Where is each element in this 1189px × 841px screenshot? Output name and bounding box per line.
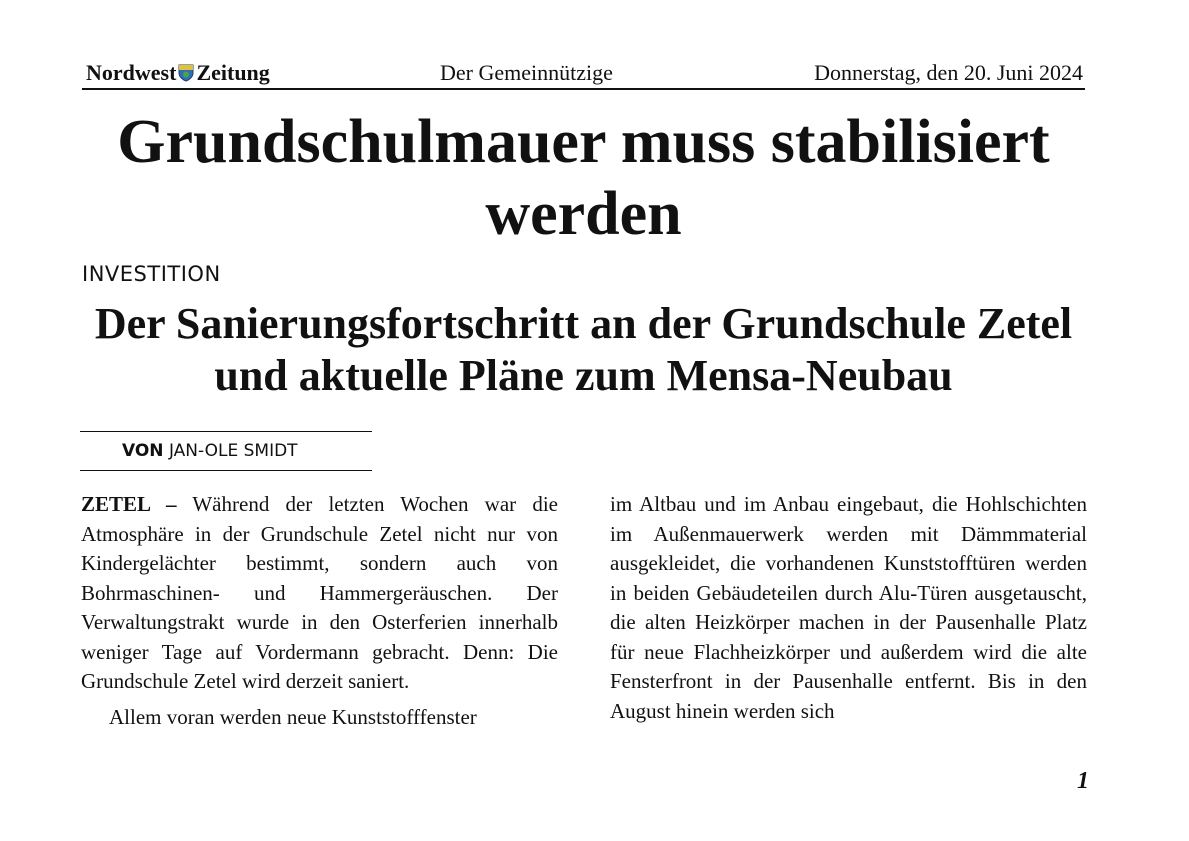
dateline: ZETEL – (81, 492, 177, 516)
coat-of-arms-icon (178, 64, 194, 82)
section-title: Der Gemeinnützige (440, 60, 613, 85)
page-number: 1 (1077, 768, 1089, 794)
kicker: INVESTITION (82, 262, 221, 286)
masthead (82, 58, 1085, 90)
subheadline: Der Sanierungsfortschritt an der Grundschule Zetel und aktuelle Pläne zum Mensa-Neubau (94, 299, 1073, 400)
headline: Grundschulmauer muss stabilisiert werden (117, 108, 1050, 248)
paragraph: im Altbau und im Anbau eingebaut, die Hohlschichten im Außenmauerwerk werden mit Dämmmaterial ausgekleidet, die vorhandenen Kunststofftüren werden in beiden Gebäudeteilen durch Alu-Türen ausgetauscht, die alten Heizkörper machen in der Pausenhalle Platz für neue Flachheizkörper und außerdem wird die alte Fensterfront in der Pausenhalle entfernt. Bis in den August hinein werden sich (610, 492, 1087, 723)
column-right (610, 490, 1087, 726)
brand-name-right: Zeitung (196, 60, 270, 85)
paragraph-text: Während der letzten Wochen war die Atmosphäre in der Grundschule Zetel nicht nur von Kindergelächter bestimmt, sondern auch von Bohrmaschinen- und Hammergeräuschen. Der Verwaltungstrakt wurde in den Osterferien innerhalb weniger Tage auf Vordermann gebracht. Denn: Die Grundschule Zetel wird derzeit saniert. (81, 492, 558, 693)
byline-author: JAN-OLE SMIDT (168, 441, 298, 461)
brand-name-left: Nordwest (86, 60, 177, 85)
newspaper-brand (86, 60, 270, 86)
paragraph: Allem voran werden neue Kunststofffenster (109, 704, 477, 729)
issue-date: Donnerstag, den 20. Juni 2024 (814, 60, 1083, 85)
paragraph (81, 490, 558, 697)
column-left (81, 490, 558, 732)
byline-prefix: VON (122, 441, 164, 461)
byline (80, 431, 372, 471)
